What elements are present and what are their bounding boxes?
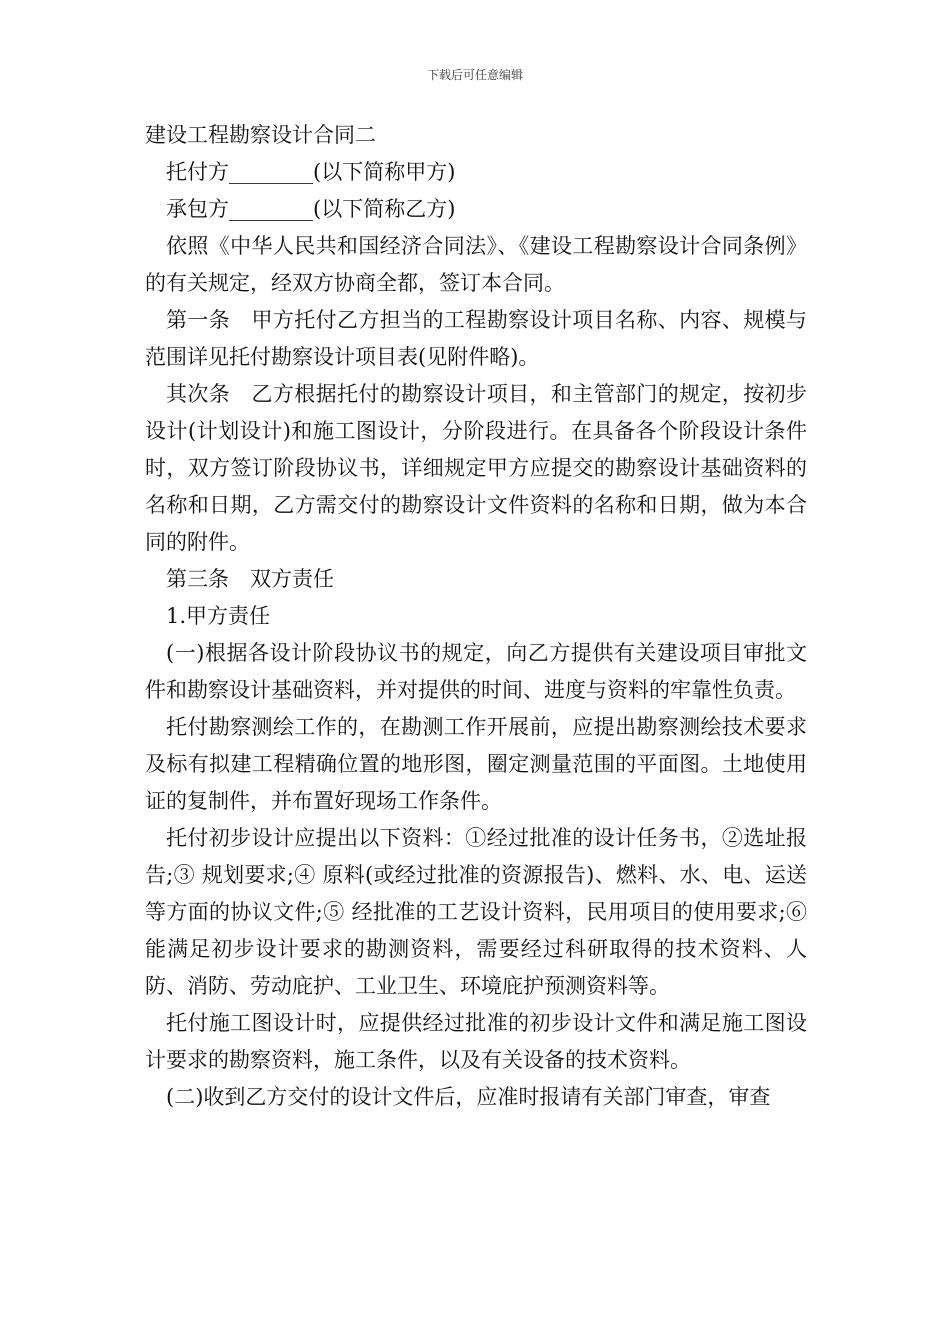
paragraph-construction-drawing: 托付施工图设计时，应提供经过批准的初步设计文件和满足施工图设计要求的勘察资料，施工条件，以及有关设备的技术资料。 xyxy=(145,1011,807,1072)
page-header-note: 下载后可任意编辑 xyxy=(426,68,523,82)
paragraph-duty-1: (一)根据各设计阶段协议书的规定，向乙方提供有关建设项目审批文件和勘察设计基础资料，并对提供的时间、进度与资料的牢靠性负责。 xyxy=(145,641,807,702)
paragraph-article-1: 第一条 甲方托付乙方担当的工程勘察设计项目名称、内容、规模与范围详见托付勘察设计项目表(见附件略)。 xyxy=(145,308,807,369)
paragraph-party-a-duties-heading: 1.甲方责任 xyxy=(166,604,271,628)
document-title: 建设工程勘察设计合同二 xyxy=(145,123,376,147)
document-body xyxy=(145,117,807,1116)
paragraph-client: 托付方________(以下简称甲方) xyxy=(166,160,456,184)
paragraph-article-3-heading: 第三条 双方责任 xyxy=(166,567,334,591)
paragraph-basis: 依照《中华人民共和国经济合同法》、《建设工程勘察设计合同条例》的有关规定，经双方协商全都，签订本合同。 xyxy=(145,234,807,295)
paragraph-duty-2: (二)收到乙方交付的设计文件后，应准时报请有关部门审查，审查 xyxy=(166,1085,771,1109)
paragraph-survey-work: 托付勘察测绘工作的，在勘测工作开展前，应提出勘察测绘技术要求及标有拟建工程精确位置的地形图，圈定测量范围的平面图。土地使用证的复制件，并布置好现场工作条件。 xyxy=(145,715,807,813)
paragraph-article-2: 其次条 乙方根据托付的勘察设计项目，和主管部门的规定，按初步设计(计划设计)和施工图设计，分阶段进行。在具备各个阶段设计条件时，双方签订阶段协议书，详细规定甲方应提交的勘察设计基础资料的名称和日期，乙方需交付的勘察设计文件资料的名称和日期，做为本合同的附件。 xyxy=(145,382,807,554)
paragraph-contractor: 承包方________(以下简称乙方) xyxy=(166,197,456,221)
paragraph-preliminary-design: 托付初步设计应提出以下资料：①经过批准的设计任务书，②选址报告;③ 规划要求;④ 原料(或经过批准的资源报告)、燃料、水、电、运送等方面的协议文件;⑤ 经批准的工艺设计资料，民用项目的使用要求;⑥ 能满足初步设计要求的勘测资料，需要经过科研取得的技术资料、人防、消防、劳动庇护、工业卫生、环境庇护预测资料等。 xyxy=(145,826,807,998)
